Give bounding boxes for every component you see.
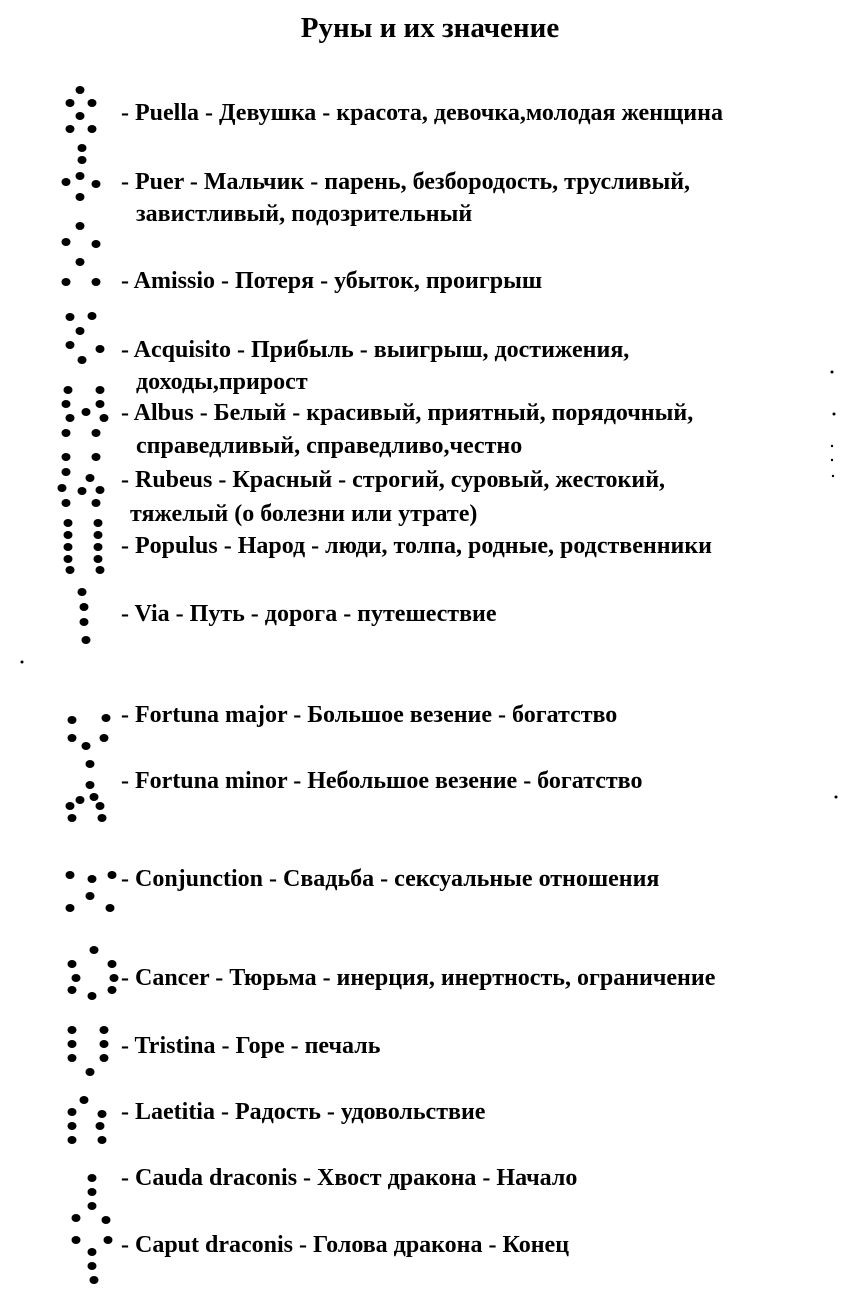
rune-line: - Fortuna minor - Небольшое везение - богатство [121, 768, 643, 794]
rune-line: - Albus - Белый - красивый, приятный, порядочный, [121, 400, 694, 426]
page-title: Руны и их значение [300, 12, 560, 44]
rune-line-continuation: справедливый, справедливо,честно [136, 433, 523, 459]
rune-line: - Caput draconis - Голова дракона - Конец [121, 1232, 570, 1258]
acquisito-figure-icon [66, 312, 105, 364]
puella-figure-icon [66, 86, 97, 133]
rune-line-continuation: доходы,прирост [136, 369, 308, 395]
conjunction-figure-icon [66, 871, 117, 912]
rune-line-continuation: тяжелый (о болезни или утрате) [130, 501, 478, 527]
cauda-draconis-figure-icon [72, 1174, 111, 1224]
rune-line: - Cauda draconis - Хвост дракона - Начало [121, 1165, 578, 1191]
rune-line: - Populus - Народ - люди, толпа, родные, родственники [121, 533, 713, 559]
via-figure-icon [78, 588, 91, 644]
caput-draconis-figure-icon [72, 1236, 113, 1284]
rune-line: - Laetitia - Радость - удовольствие [121, 1099, 486, 1125]
rune-line: - Fortuna major - Большое везение - богатство [121, 702, 618, 728]
rune-line: - Tristina - Горе - печаль [121, 1033, 381, 1059]
rune-line: - Cancer - Тюрьма - инерция, инертность, ограничение [121, 965, 716, 991]
rune-line-continuation: завистливый, подозрительный [136, 201, 473, 227]
rune-line: - Rubeus - Красный - строгий, суровый, жестокий, [121, 467, 666, 493]
populus-figure-icon [64, 519, 105, 574]
fortuna-major-figure-icon [68, 714, 111, 768]
fortuna-minor-figure-icon [66, 781, 107, 822]
albus-figure-icon [62, 386, 109, 437]
rune-line: - Via - Путь - дорога - путешествие [121, 601, 497, 627]
rune-line: - Conjunction - Свадьба - сексуальные отношения [121, 866, 660, 892]
amissio-figure-icon [62, 222, 101, 286]
rune-line: - Puer - Мальчик - парень, безбородость, трусливый, [121, 169, 691, 195]
puer-figure-icon [62, 144, 101, 201]
rune-line: - Puella - Девушка - красота, девочка,молодая женщина [121, 100, 723, 126]
tristina-figure-icon [68, 1026, 109, 1076]
laetitia-figure-icon [68, 1096, 107, 1144]
rune-line: - Amissio - Потеря - убыток, проигрыш [121, 268, 543, 294]
rubeus-figure-icon [58, 453, 105, 507]
rune-line: - Acquisito - Прибыль - выигрыш, достижения, [121, 337, 630, 363]
cancer-figure-icon [68, 946, 119, 1000]
